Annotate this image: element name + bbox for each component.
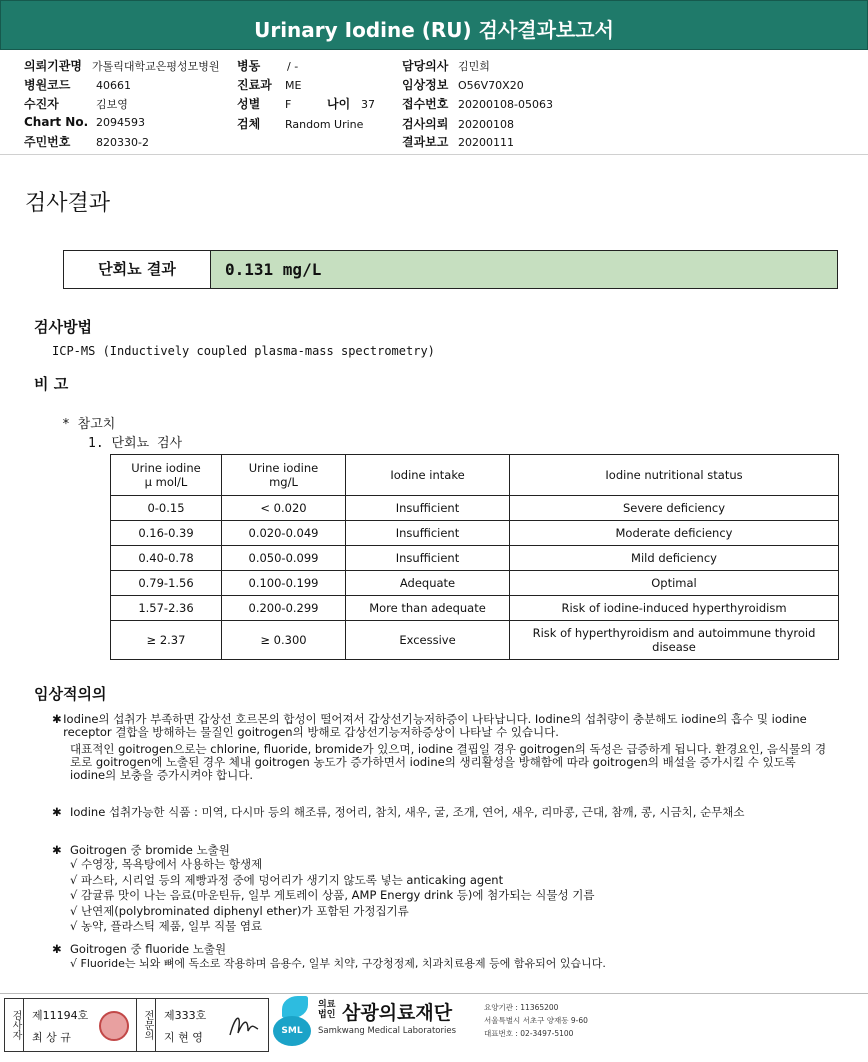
table-cell: 0.79-1.56 [111,571,222,596]
info-chart-no [24,115,145,129]
info-doctor [402,57,490,74]
report-footer [0,993,868,1062]
list-item: √ 농약, 플라스틱 제품, 일부 직물 염료 [70,919,263,933]
value: 2094593 [96,116,145,129]
reference-title: * 참고치 [62,417,116,432]
paragraph-text: 대표적인 goitrogen으로는 chlorine, fluoride, bromide가 있으며, iodine 결핍일 경우 goitrogen의 독성은 급증하게 됩니다. 환경요인, 음식물의 경로로 goitrogen에 노출된 경우 체내 goitrogen 농도가 증가하면서 iodine의 생리활성을 방해함에 따라 goitrogen의 배설을 증가시킬 수 있도록 iodine의 보충을 증가시켜야 합니다. [70,742,827,782]
table-cell: 0.050-0.099 [222,546,346,571]
list-item: √ 수영장, 목욕탕에서 사용하는 항생제 [70,857,263,871]
table-cell: 0.40-0.78 [111,546,222,571]
value: F [285,98,292,111]
label: 나이 [327,97,351,111]
value: 20200108-05063 [458,98,553,111]
label: 담당의사 [402,59,449,73]
list-item: √ 파스타, 시리얼 등의 제빵과정 중에 덩어리가 생기지 않도록 넣는 anticaking agent [70,872,504,887]
bullet-icon: ✱ [52,843,62,857]
table-row [111,496,839,521]
clinical-paragraph-foods [52,806,832,819]
table-cell: 1.57-2.36 [111,596,222,621]
org-prefix [318,1000,335,1020]
table-cell: Risk of iodine-induced hyperthyroidism [510,596,839,621]
table-cell: Severe deficiency [510,496,839,521]
col-header: Iodine nutritional status [510,455,839,496]
value: 가톨릭대학교은평성모병원 [92,60,220,73]
label: 의뢰기관명 [24,59,82,73]
table-cell: Insufficient [346,496,510,521]
table-row [111,596,839,621]
method-text: ICP-MS (Inductively coupled plasma-mass spectrometry) [52,344,435,358]
info-request-date [402,115,514,132]
table-cell: < 0.020 [222,496,346,521]
info-sex [237,95,291,112]
specialist-license-no: 제333호 [164,1009,207,1022]
specialist-name: 지 현 영 [164,1031,203,1044]
clinical-paragraph-1 [52,713,832,782]
signature-box [4,998,269,1052]
label: 성별 [237,97,261,111]
list-item: √ Fluoride는 뇌와 뼈에 독소로 작용하며 음용수, 일부 치약, 구강청정제, 치과치료용제 등에 함유되어 있습니다. [70,957,606,970]
examiner-cell [24,999,137,1051]
list-item: √ 감귤류 맛이 나는 음료(마운틴듀, 일부 게토레이 상품, AMP Energy drink 등)에 첨가되는 식물성 기름 [70,888,595,902]
value: 김민희 [458,60,490,73]
label: 검사의뢰 [402,117,449,131]
table-cell: 0-0.15 [111,496,222,521]
col-header: Urine iodine mg/L [222,455,346,496]
reference-subtitle: 1. 단회뇨 검사 [88,436,183,451]
table-cell: Insufficient [346,546,510,571]
table-cell: More than adequate [346,596,510,621]
value: 김보영 [96,98,128,111]
org-prefix-line: 의료 [318,1000,336,1010]
clinical-heading: 임상적의의 [34,685,107,703]
org-english-name: Samkwang Medical Laboratories [318,1026,457,1036]
table-row [111,571,839,596]
value: O56V70X20 [458,79,524,92]
value: 820330-2 [96,136,149,149]
info-hospital [24,57,220,74]
result-value: 0.131 mg/L [211,251,837,288]
info-ward [237,57,298,74]
info-clinical [402,76,524,93]
table-row [111,521,839,546]
examiner-license-no: 제11194호 [32,1009,89,1022]
org-name: 삼광의료재단 [342,1002,453,1024]
org-info-line: 서울특별시 서초구 양재동 9-60 [484,1016,588,1025]
label: 임상정보 [402,78,449,92]
remarks-heading: 비 고 [34,375,69,393]
info-department [237,76,301,93]
table-cell: 0.100-0.199 [222,571,346,596]
value: 37 [361,98,375,111]
value: 20200108 [458,118,514,131]
value: 20200111 [458,136,514,149]
bullet-icon: ✱ [52,805,62,819]
label: 접수번호 [402,97,449,111]
report-title: Urinary Iodine (RU) 검사결과보고서 [254,18,614,42]
paragraph-text: Iodine의 섭취가 부족하면 갑상선 호르몬의 합성이 떨어져서 갑상선기능저하증이 나타납니다. Iodine의 섭취량이 충분해도 iodine의 흡수 및 iodine receptor 결합을 방해하는 물질인 goitrogen의 방해로 갑상선기능저하증상이 나타날 수 있습니다. [63,712,807,739]
section-title: 검사결과 [25,191,111,216]
report-header-bar [0,0,868,50]
label: 결과보고 [402,135,449,149]
signature-icon [226,1009,260,1041]
table-cell: ≥ 0.300 [222,621,346,660]
table-cell: Insufficient [346,521,510,546]
info-patient [24,95,128,112]
paragraph-text: Iodine 섭취가능한 식품 : 미역, 다시마 등의 해조류, 정어리, 참치, 새우, 굴, 조개, 연어, 새우, 리마콩, 근대, 참깨, 콩, 시금치, 순무채소 [70,805,745,819]
sml-leaf-icon [282,996,308,1018]
org-prefix-line: 법인 [318,1010,336,1020]
reference-table [110,454,839,660]
table-header-row [111,455,839,496]
examiner-label: 검사자 [5,999,24,1051]
result-label: 단회뇨 결과 [64,251,211,288]
bullet-icon: ✱ [52,942,62,956]
table-cell: 0.16-0.39 [111,521,222,546]
bromide-list [52,857,832,935]
examiner-seal-icon [99,1011,129,1041]
table-cell: Excessive [346,621,510,660]
label: 병원코드 [24,78,71,92]
table-row [111,546,839,571]
specialist-cell [156,999,267,1051]
info-specimen [237,115,363,132]
info-hospital-code [24,76,131,93]
table-cell: 0.200-0.299 [222,596,346,621]
table-row [111,621,839,660]
subheading: Goitrogen 중 fluoride 노출원 [70,942,227,956]
result-box [63,250,838,289]
fluoride-section [52,943,852,971]
table-cell: Adequate [346,571,510,596]
sml-logo-icon: SML [273,1016,311,1046]
bullet-icon: ✱ [52,712,62,726]
label: 수진자 [24,97,59,111]
label: 주민번호 [24,135,71,149]
org-info-line: 대표번호 : 02-3497-5100 [484,1029,574,1038]
info-report-date [402,133,514,150]
value: ME [285,79,302,92]
col-header: Iodine intake [346,455,510,496]
table-cell: Mild deficiency [510,546,839,571]
label: 병동 [237,59,261,73]
bromide-section [52,844,832,935]
examiner-name: 최 상 규 [32,1031,71,1044]
table-cell: 0.020-0.049 [222,521,346,546]
specialist-label: 전문의 [137,999,156,1051]
divider [0,154,868,155]
label: 검체 [237,117,261,131]
method-heading: 검사방법 [34,318,92,336]
org-info [484,1001,588,1040]
info-receipt-no [402,95,553,112]
subheading: Goitrogen 중 bromide 노출원 [70,843,230,857]
list-item: √ 난연제(polybrominated diphenyl ether)가 포함된 가정집기류 [70,903,409,918]
table-cell: ≥ 2.37 [111,621,222,660]
table-cell: Risk of hyperthyroidism and autoimmune thyroid disease [510,621,839,660]
info-age [327,95,375,112]
table-cell: Moderate deficiency [510,521,839,546]
value: Random Urine [285,118,364,131]
org-info-line: 요양기관 : 11365200 [484,1003,559,1012]
col-header: Urine iodine μ mol/L [111,455,222,496]
table-cell: Optimal [510,571,839,596]
value: 40661 [96,79,131,92]
value: / - [287,60,299,73]
label: Chart No. [24,115,89,129]
info-resident-no [24,133,149,150]
label: 진료과 [237,78,272,92]
